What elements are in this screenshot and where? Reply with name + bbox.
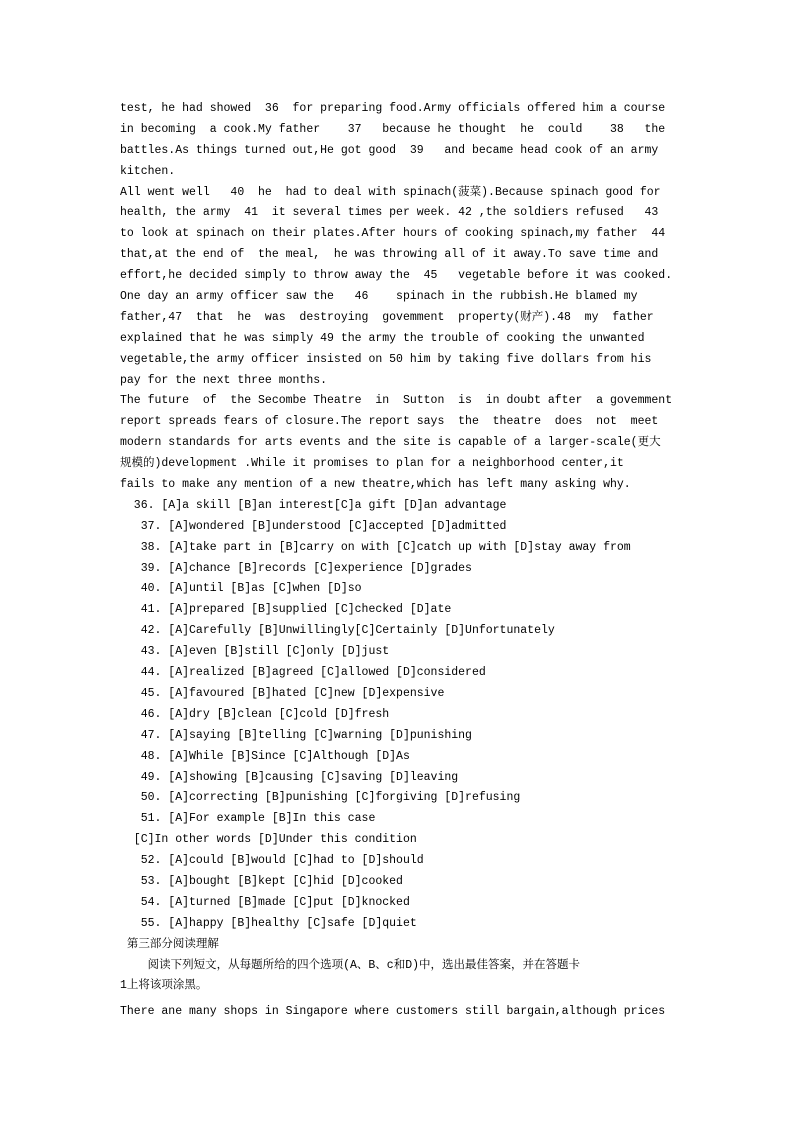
question-49-options: 49. [A]showing [B]causing [C]saving [D]leaving — [120, 770, 459, 784]
question-55-options: 55. [A]happy [B]healthy [C]safe [D]quiet — [120, 916, 417, 930]
question-37-options: 37. [A]wondered [B]understood [C]accepted [D]admitted — [120, 519, 507, 533]
cloze-passage-part1 — [120, 99, 676, 391]
question-50-options: 50. [A]correcting [B]punishing [C]forgiving [D]refusing — [120, 791, 521, 805]
question-54-options: 54. [A]turned [B]made [C]put [D]knocked — [120, 895, 410, 909]
passage-line: battles.As things turned out,He got good 39 and became head cook of an army — [120, 143, 659, 157]
question-40-options: 40. [A]until [B]as [C]when [D]so — [120, 582, 362, 596]
question-39-options: 39. [A]chance [B]records [C]experience [D]grades — [120, 561, 472, 575]
passage-line: effort,he decided simply to throw away the 45 vegetable before it was cooked. — [120, 269, 673, 283]
question-41-options: 41. [A]prepared [B]supplied [C]checked [D]ate — [120, 603, 452, 617]
question-42-options: 42. [A]Carefully [B]Unwillingly[C]Certainly [D]Unfortunately — [120, 624, 555, 638]
reading-passage-block — [120, 1002, 676, 1023]
question-51-options-continued: [C]In other words [D]Under this condition — [120, 833, 417, 847]
passage-line: to look at spinach on their plates.After hours of cooking spinach,my father 44 — [120, 227, 666, 241]
question-38-options: 38. [A]take part in [B]carry on with [C]catch up with [D]stay away from — [120, 540, 631, 554]
passage-line: pay for the next three months. — [120, 373, 328, 387]
question-46-options: 46. [A]dry [B]clean [C]cold [D]fresh — [120, 707, 390, 721]
passage-line: modern standards for arts events and the site is capable of a larger-scale(更大 — [120, 436, 661, 450]
question-45-options: 45. [A]favoured [B]hated [C]new [D]expensive — [120, 686, 445, 700]
document-text-area — [120, 99, 676, 1023]
passage-line: report spreads fears of closure.The report says the theatre does not meet — [120, 415, 659, 429]
passage-line: The future of the Secombe Theatre in Sutton is in doubt after a govemment — [120, 394, 673, 408]
question-36-options: 36. [A]a skill [B]an interest[C]a gift [D]an advantage — [120, 498, 507, 512]
question-53-options: 53. [A]bought [B]kept [C]hid [D]cooked — [120, 874, 403, 888]
passage-line: One day an army officer saw the 46 spinach in the rubbish.He blamed my — [120, 290, 638, 304]
passage-line: fails to make any mention of a new theatre,which has left many asking why. — [120, 478, 631, 492]
question-43-options: 43. [A]even [B]still [C]only [D]just — [120, 645, 390, 659]
passage-line: All went well 40 he had to deal with spinach(菠菜).Because spinach good for — [120, 185, 661, 199]
passage-line: test, he had showed 36 for preparing food.Army officials offered him a course — [120, 102, 666, 115]
passage-line: health, the army 41 it several times per week. 42 ,the soldiers refused 43 — [120, 206, 659, 220]
section-3-title: 第三部分阅读理解 — [120, 937, 219, 951]
passage-line: father,47 that he was destroying govemment property(财产).48 my father — [120, 310, 654, 324]
passage-line: in becoming a cook.My father 37 because he thought he could 38 the — [120, 122, 666, 136]
passage-line: that,at the end of the meal, he was throwing all of it away.To save time and — [120, 248, 659, 262]
section-3-instructions-line-1: 阅读下列短文，从每题所给的四个选项(A、B、c和D)中，选出最佳答案，并在答题卡 — [120, 958, 581, 972]
section-3-instructions-line-2: 1上将该项涂黑。 — [120, 979, 208, 993]
question-44-options: 44. [A]realized [B]agreed [C]allowed [D]considered — [120, 666, 486, 680]
passage-line: There ane many shops in Singapore where customers still bargain,although prices — [120, 1005, 666, 1019]
section-3-header-block — [120, 935, 676, 998]
question-48-options: 48. [A]While [B]Since [C]Although [D]As — [120, 749, 410, 763]
passage-line: vegetable,the army officer insisted on 50 him by taking five dollars from his — [120, 352, 652, 366]
passage-line: kitchen. — [120, 164, 176, 178]
passage-line: 规模的)development .While it promises to plan for a neighborhood center,it — [120, 457, 624, 471]
cloze-passage-part2 — [120, 391, 676, 495]
question-51-options: 51. [A]For example [B]In this case — [120, 812, 376, 826]
question-52-options: 52. [A]could [B]would [C]had to [D]should — [120, 854, 424, 868]
question-47-options: 47. [A]saying [B]telling [C]warning [D]punishing — [120, 728, 472, 742]
cloze-options-list — [120, 496, 676, 935]
passage-line: explained that he was simply 49 the army the trouble of cooking the unwanted — [120, 331, 645, 345]
